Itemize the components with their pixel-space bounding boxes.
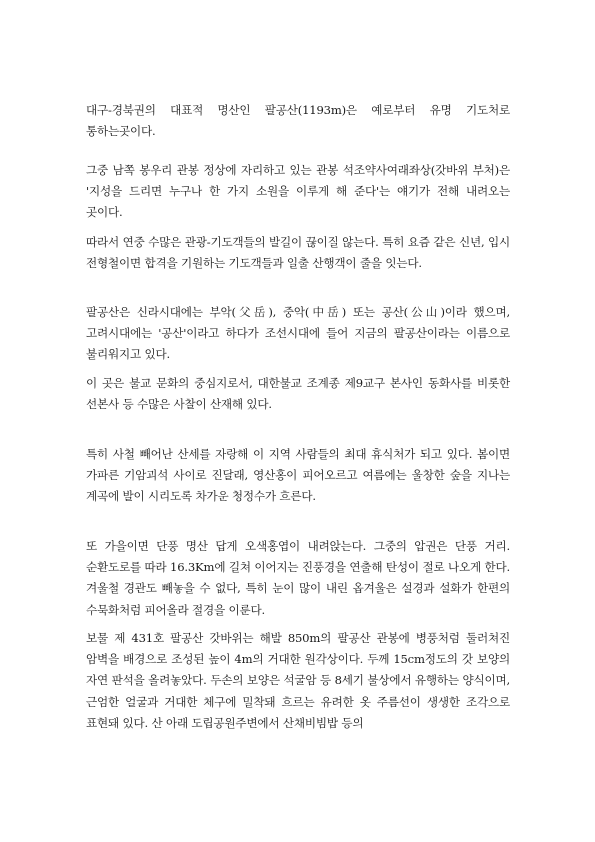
paragraph-3: 따라서 연중 수많은 관광-기도객들의 발길이 끊이질 않는다. 특히 요즘 같은 신년, 입시 전형철이면 합격을 기원하는 기도객들과 일출 산행객이 줄을 잇는다. [86, 235, 510, 271]
paragraph-5: 이 곳은 불교 문화의 중심지로서, 대한불교 조계종 제9교구 본사인 동화사를 비롯한 선본사 등 수많은 사찰이 산재해 있다. [86, 376, 510, 412]
paragraph-2: 그중 남쪽 봉우리 관봉 정상에 자리하고 있는 관봉 석조약사여래좌상(갓바위 부처)은 '지성을 드리면 누구나 한 가지 소원을 이루게 해 준다'는 얘기가 전해 내려오는 곳이다. [86, 163, 510, 220]
paragraph-4: 팔공산은 신라시대에는 부악(父岳), 중악(中岳) 또는 공산(公山)이라 했으며, 고려시대에는 '공산'이라고 하다가 조선시대에 들어 지금의 팔공산이라는 이름으로 불리워지고 있다. [86, 305, 510, 362]
paragraph-7: 또 가을이면 단풍 명산 답게 오색홍엽이 내려앉는다. 그중의 압권은 단풍 거리. 순환도로를 따라 16.3Km에 길쳐 이어지는 진풍경을 연출해 탄성이 절로 나오게 한다. 겨울철 경관도 빼놓을 수 없다, 특히 눈이 많이 내린 옵겨울은 설경과 설화가 한편의 수묵화처럼 피어올라 절경을 이룬다. [86, 539, 510, 617]
paragraph-6: 특히 사철 빼어난 산세를 자랑해 이 지역 사람들의 최대 휴식처가 되고 있다. 봄이면 가파른 기암괴석 사이로 진달래, 영산홍이 피어오르고 여름에는 울창한 숲을 지나는 계곡에 발이 시리도록 차가운 청정수가 흐른다. [86, 447, 510, 504]
paragraph-1: 대구-경북권의 대표적 명산인 팔공산(1193m)은 예로부터 유명 기도처로 통하는곳이다. [86, 103, 510, 139]
paragraph-8: 보물 제 431호 팔공산 갓바위는 해발 850m의 팔공산 관봉에 병풍처럼 둘러쳐진 암벽을 배경으로 조성된 높이 4m의 거대한 원각상이다. 두께 15cm정도의 갓 보양의 자연 판석을 올려놓았다. 두손의 보양은 석굴암 등 8세기 불상에서 유행하는 양식이며, 근엄한 얼굴과 거대한 체구에 밀착돼 흐르는 유려한 옷 주름선이 생생한 조각으로 표현돼 있다. 산 아래 도립공원주변에서 산채비빔밥 등의 [86, 631, 510, 730]
